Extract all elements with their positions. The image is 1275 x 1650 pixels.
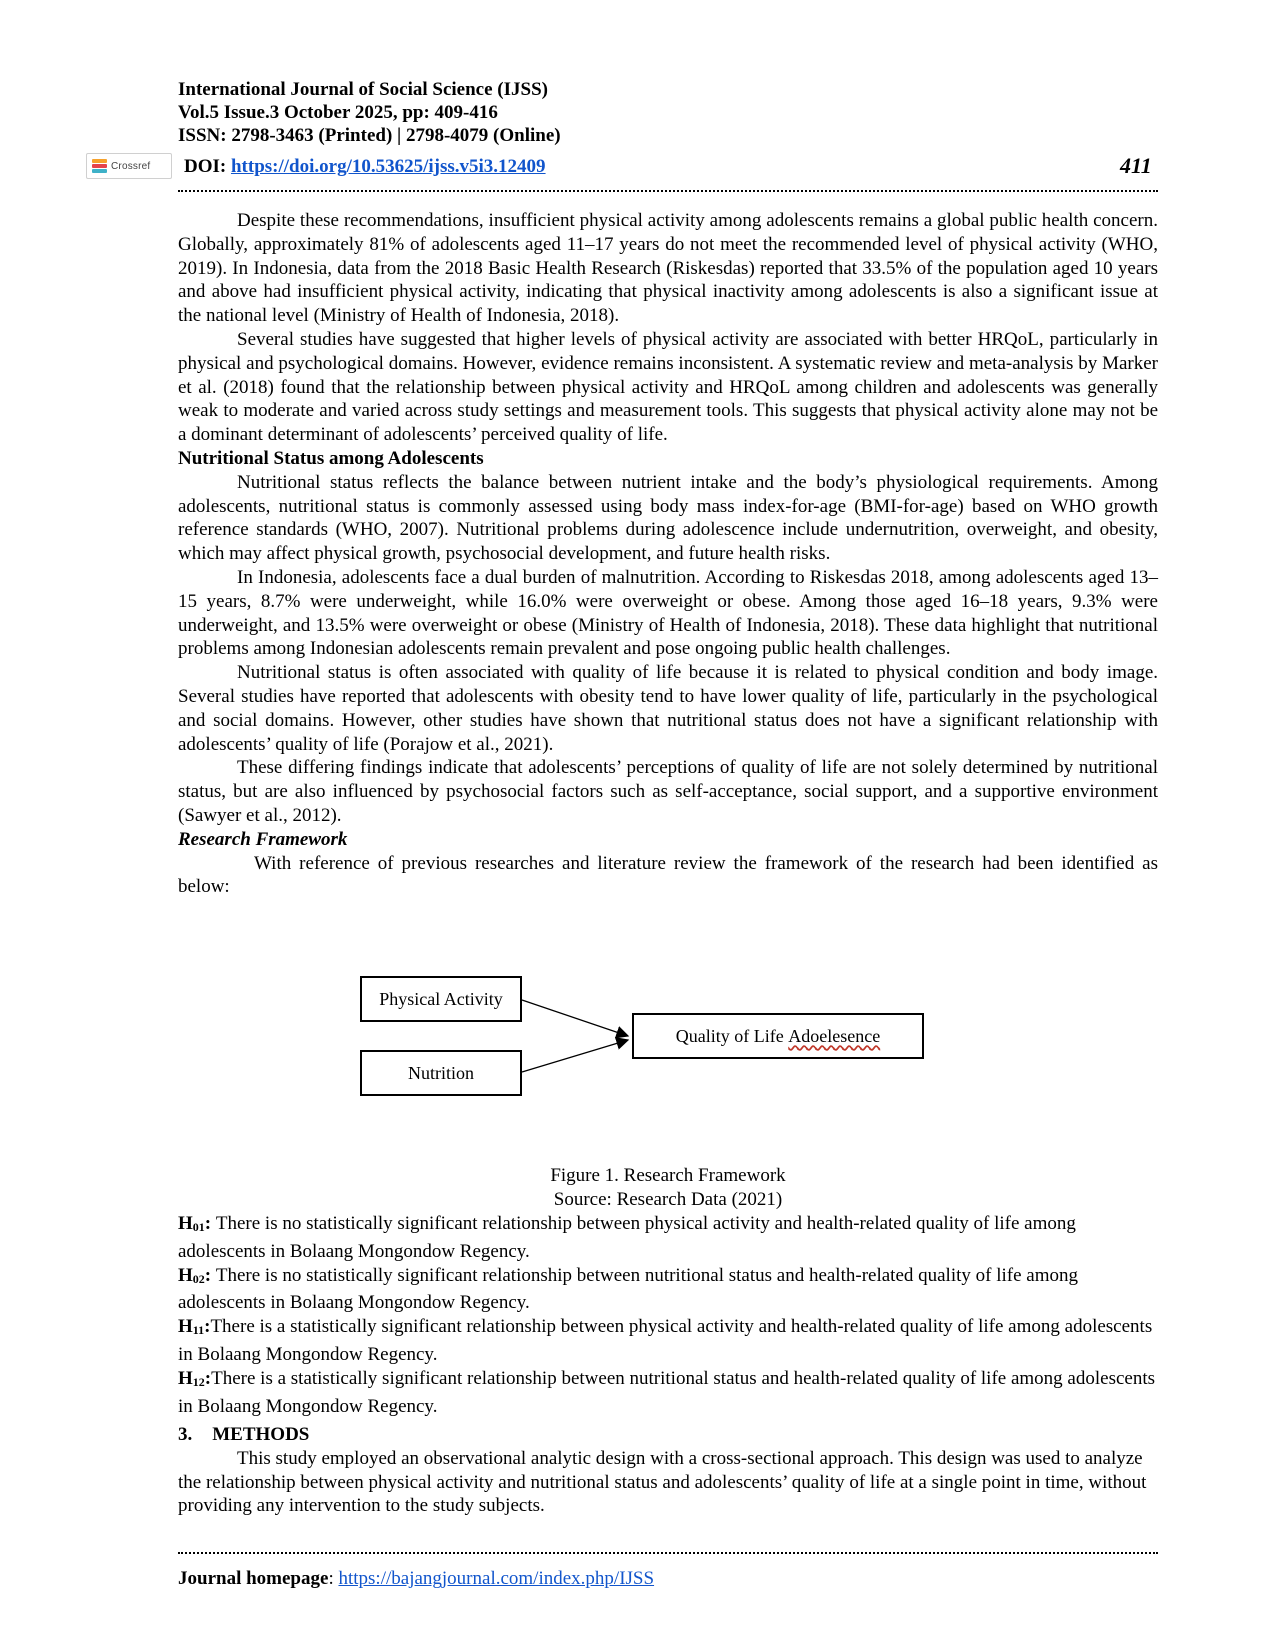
- hypothesis-item: [178, 1367, 1158, 1419]
- journal-header: [178, 78, 1158, 147]
- paragraph: Despite these recommendations, insufficient physical activity among adolescents remains a global public health concern. Globally, approximately 81% of adolescents aged 11–17 years do not meet the recommended level of physical activity (WHO, 2019). In Indonesia, data from the 2018 Basic Health Research (Riskesdas) reported that 33.5% of the population aged 10 years and above had insufficient physical activity, indicating that physical inactivity among adolescents is also a significant issue at the national level (Ministry of Health of Indonesia, 2018).: [178, 210, 1158, 327]
- page-number: 411: [1120, 153, 1152, 178]
- article-body: [178, 209, 1158, 899]
- hypothesis-label: $H_{12}$:: [178, 1367, 212, 1389]
- research-framework-diagram: [360, 976, 940, 1108]
- hypothesis-text: There is no statistically significant relationship between physical activity and health-related quality of life among adolescents in Bolaang Mongondow Regency.: [178, 1213, 1076, 1262]
- journal-volume: Vol.5 Issue.3 October 2025, pp: 409-416: [178, 102, 498, 123]
- hypothesis-label: $H_{02}$:: [178, 1264, 216, 1286]
- hypotheses: [178, 1212, 1158, 1418]
- box-nutrition: Nutrition: [360, 1050, 522, 1096]
- hypothesis-text: There is a statistically significant relationship between nutritional status and health-related quality of life among adolescents in Bolaang Mongondow Regency.: [178, 1367, 1156, 1417]
- hypothesis-text: There is a statistically significant relationship between physical activity and health-related quality of life among adolescents in Bolaang Mongondow Regency.: [178, 1316, 1153, 1365]
- hypothesis-item: [178, 1264, 1158, 1316]
- section-heading-framework: Research Framework: [178, 828, 348, 850]
- hypothesis-text: There is no statistically significant relationship between nutritional status and health-related quality of life among adolescents in Bolaang Mongondow Regency.: [178, 1264, 1079, 1314]
- doi-link[interactable]: https://doi.org/10.53625/ijss.v5i3.12409: [230, 156, 546, 177]
- header-divider: [178, 190, 1158, 192]
- footer-divider: [178, 1552, 1158, 1554]
- paragraph: Nutritional status is often associated with quality of life because it is related to physical condition and body image. Several studies have reported that adolescents with obesity tend to have lower quality of life, particularly in the psychological and social domains. However, other studies have shown that nutritional status does not have a significant relationship with adolescents’ quality of life (Porajow et al., 2021).: [178, 662, 1158, 755]
- doi-label: DOI:: [184, 156, 231, 177]
- journal-homepage-link[interactable]: https://bajangjournal.com/index.php/IJSS: [338, 1568, 655, 1589]
- hypothesis-label: $H_{01}$:: [178, 1213, 216, 1234]
- journal-footer: Journal homepage: https://bajangjournal.com/index.php/IJSS: [178, 1568, 655, 1589]
- paragraph: Several studies have suggested that higher levels of physical activity are associated with better HRQoL, particularly in physical and psychological domains. However, evidence remains inconsistent. A systematic review and meta-analysis by Marker et al. (2018) found that the relationship between physical activity and HRQoL among children and adolescents was generally weak to moderate and varied across study settings and measurement tools. This suggests that physical activity alone may not be a dominant determinant of adolescents’ perceived quality of life.: [178, 328, 1158, 446]
- methods-section: [178, 1423, 1158, 1518]
- journal-issn: ISSN: 2798-3463 (Printed) | 2798-4079 (Online): [178, 125, 561, 146]
- paragraph: Nutritional status reflects the balance between nutrient intake and the body’s physiological requirements. Among adolescents, nutritional status is commonly assessed using body mass index-for-age (BMI-for-age) based on WHO growth reference standards (WHO, 2007). Nutritional problems during adolescence include undernutrition, overweight, and obesity, which may affect physical growth, psychosocial development, and future health risks.: [178, 471, 1158, 565]
- qol-word: Adoelesence: [788, 1025, 881, 1046]
- doi-line: [184, 156, 546, 178]
- journal-title: International Journal of Social Science (IJSS): [178, 79, 548, 100]
- figure-source: Source: Research Data (2021): [553, 1188, 783, 1210]
- section-heading-nutrition: Nutritional Status among Adolescents: [178, 447, 484, 469]
- arrow-physical-to-qol: [522, 1000, 628, 1036]
- methods-paragraph: This study employed an observational analytic design with a cross-sectional approach. This design was used to analyze the relationship between physical activity and nutritional status and adolescents’ quality of life at a single point in time, without providing any intervention to the study subjects.: [178, 1447, 1147, 1517]
- methods-number: 3.: [178, 1424, 193, 1445]
- crossref-label: Crossref: [111, 160, 151, 172]
- hypothesis-item: [178, 1212, 1158, 1264]
- methods-title: METHODS: [212, 1424, 310, 1445]
- figure-caption-block: [178, 1164, 1158, 1212]
- box-physical-activity: Physical Activity: [360, 976, 522, 1022]
- hypothesis-label: $H_{11}$:: [178, 1316, 211, 1338]
- paragraph: In Indonesia, adolescents face a dual burden of malnutrition. According to Riskesdas 2018, among adolescents aged 13–15 years, 8.7% were underweight, while 16.0% were overweight or obese. Among those aged 16–18 years, 9.3% were underweight, and 13.5% were overweight or obese (Ministry of Health of Indonesia, 2018). These data highlight that nutritional problems among Indonesian adolescents remain prevalent and pose ongoing public health challenges.: [178, 566, 1158, 660]
- paragraph: These differing findings indicate that adolescents’ perceptions of quality of life are not solely determined by nutritional status, but are also influenced by psychosocial factors such as self-acceptance, social support, and a supportive environment (Sawyer et al., 2012).: [178, 757, 1158, 826]
- arrow-nutrition-to-qol: [522, 1040, 628, 1072]
- crossref-badge[interactable]: [86, 153, 172, 179]
- footer-label: Journal homepage: [178, 1568, 329, 1589]
- crossref-icon: [92, 159, 107, 174]
- methods-heading: [178, 1423, 1158, 1447]
- box-quality-of-life: [632, 1013, 924, 1059]
- paragraph: With reference of previous researches and literature review the framework of the research had been identified as below:: [178, 852, 1158, 898]
- figure-caption: Figure 1. Research Framework: [550, 1165, 786, 1186]
- qol-prefix: Quality of Life: [675, 1025, 784, 1046]
- hypothesis-item: [178, 1315, 1158, 1367]
